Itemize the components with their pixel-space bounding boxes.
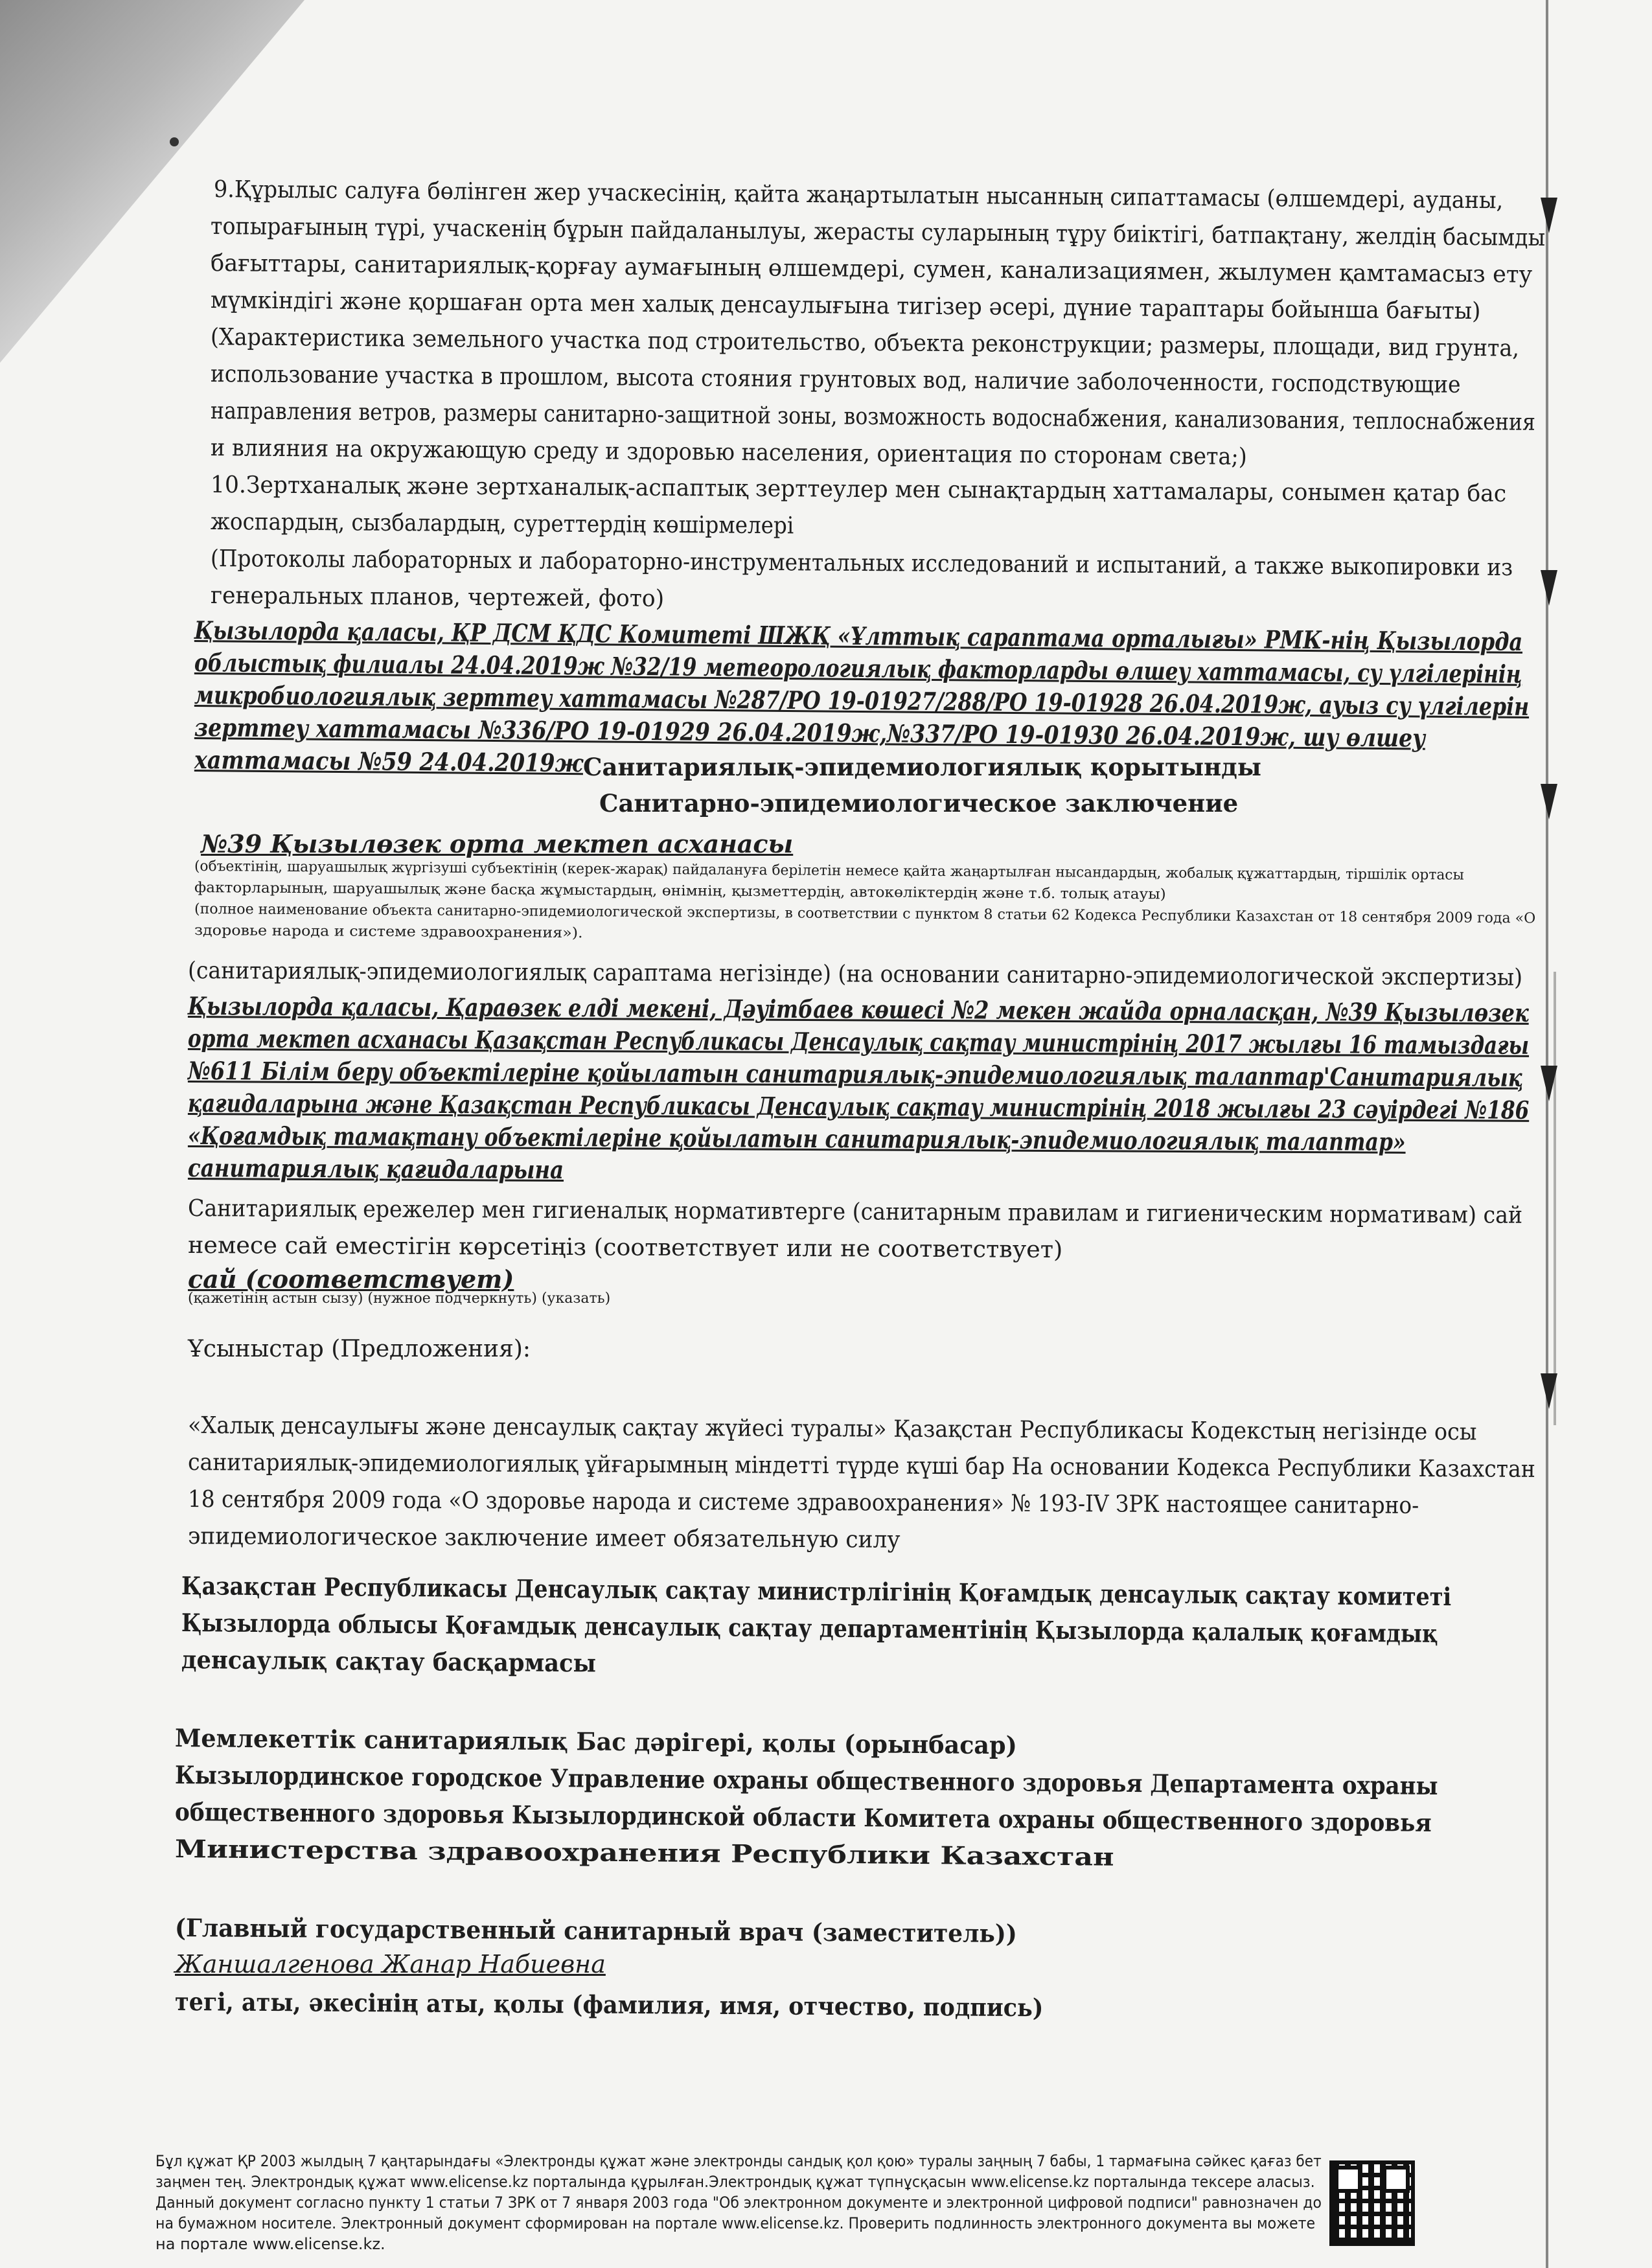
signature-label: тегі, аты, әкесінің аты, қолы (фамилия, имя, отчество, подпись) [174, 1987, 1044, 2022]
compliance-line: Санитариялық ережелер мен гигиеналық нормативтерге (санитарным правилам и гигиеническим нормативам) сай [187, 1195, 1523, 1229]
basis-filled-line: қағидаларына және Қазақстан Республикасы Денсаулық сақтау министрінің 2018 жылғы 23 сәуірдегі №186 [187, 1088, 1530, 1125]
doctor-name: Жаншалгенова Жанар Набиевна [175, 1950, 606, 1978]
basis-filled-line: «Қоғамдық тамақтану объектілеріне қойылатын санитариялық-эпидемиологиялық талаптар» [187, 1121, 1406, 1156]
scan-edge-line-2 [1554, 972, 1556, 1425]
authority-ru-line: Мемлекеттік санитариялық Бас дәрігері, қолы (орынбасар) [174, 1723, 1018, 1760]
object-note-line: (полное наименование объекта санитарно-эпидемиологической экспертизы, в соответствии с пунктом 8 статьи 62 Кодекса Республики Казахстан от 18 сентября 2009 года «О [194, 901, 1536, 927]
footer-line: Данный документ согласно пункту 1 статьи 7 ЗРК от 7 января 2003 года "Об электронном документе и электронной цифровой подписи" равнозначен до [155, 2194, 1322, 2212]
legal-line: «Халық денсаулығы және денсаулық сақтау жүйесі туралы» Қазақстан Республикасы Кодекстың негізінде осы [187, 1412, 1477, 1446]
section-10-line: генеральных планов, чертежей, фото) [210, 582, 665, 612]
section-9-line: (Характеристика земельного участка под строительство, объекта реконструкции; размеры, площади, вид грунта, [210, 324, 1520, 362]
section-9-line: использование участка в прошлом, высота стояния грунтовых вод, наличие заболоченности, господствующие [210, 361, 1461, 398]
section-10-line: (Протоколы лабораторных и лабораторно-инструментальных исследований и испытаний, а также выкопировки из [210, 545, 1513, 582]
compliance-value: сай (соответствует) [188, 1265, 514, 1294]
authority-kz-line: Қазақстан Республикасы Денсаулық сақтау министрлігінің Қоғамдық денсаулық сақтау комитеті [181, 1571, 1452, 1612]
basis-filled-line: Қызылорда қаласы, Қараөзек елді мекені, Дәуітбаев көшесі №2 мекен жайда орналасқан, №39 Қызылөзек [187, 991, 1529, 1027]
edge-arrow-mark [1541, 1066, 1557, 1101]
lab-protocols-filled-line: микробиологиялық зерттеу хаттамасы №287/РО 19-01927/288/РО 19-01928 26.04.2019ж, ауыз су үлгілерін [194, 680, 1530, 721]
edge-arrow-mark [1541, 570, 1557, 606]
authority-ru-line: Кызылординское городское Управление охраны общественного здоровья Департамента охраны [174, 1760, 1438, 1801]
scan-edge-line [1546, 0, 1548, 2268]
section-9-line: мүмкіндігі және қоршаған орта мен халық денсаулығына тигізер әсері, дүние тараптары бойынша бағыты) [210, 287, 1481, 325]
edge-arrow-mark [1541, 1373, 1557, 1409]
legal-line: 18 сентября 2009 года «О здоровье народа и системе здравоохранения» № 193-IV ЗРК настоящее санитарно- [187, 1486, 1419, 1519]
proposals-label: Ұсыныстар (Предложения): [188, 1336, 531, 1362]
qr-code [1329, 2160, 1415, 2246]
object-note-line: здоровье народа и системе здравоохранения»). [194, 922, 583, 942]
section-10-line: жоспардың, сызбалардың, суреттердің көшірмелері [210, 509, 794, 540]
basis-filled-line: санитариялық қағидаларына [187, 1153, 564, 1185]
doctor-title: (Главный государственный санитарный врач (заместитель)) [174, 1913, 1018, 1949]
compliance-line: немесе сай еместігін көрсетіңіз (соответствует или не соответствует) [187, 1232, 1063, 1264]
edge-arrow-mark [1541, 784, 1557, 819]
section-9-line: направления ветров, размеры санитарно-защитной зоны, возможность водоснабжения, канализования, теплоснабжения [210, 398, 1536, 436]
basis-filled-line: №611 Білім беру объектілеріне қойылатын санитариялық-эпидемиологиялық талаптар'Санитариялық [187, 1056, 1523, 1092]
authority-kz-line: Қызылорда облысы Қоғамдық денсаулық сақтау департаментінің Қызылорда қалалық қоғамдық [181, 1608, 1438, 1648]
compliance-note: (қажетінің астын сызу) (нужное подчеркнуть) (указать) [188, 1290, 611, 1307]
lab-protocols-filled-line: облыстық филиалы 24.04.2019ж №32/19 метеорологиялық факторларды өлшеу хаттамасы, су үлгілерінің [194, 648, 1523, 689]
lab-protocols-filled-line: Қызылорда қаласы, ҚР ДСМ ҚДС Комитеті ШЖҚ «Ұлттық сараптама орталығы» РМК-нің Қызылорда [194, 615, 1523, 656]
basis-filled-line: орта мектеп асханасы Қазақстан Республикасы Денсаулық сақтау министрінің 2017 жылғы 16 тамыздағы [187, 1024, 1530, 1060]
legal-line: санитариялық-эпидемиологиялық ұйғарымның міндетті түрде күші бар На основании Кодекса Республики Казахстан [187, 1449, 1535, 1483]
conclusion-title-ru: Санитарно-эпидемиологическое заключение [599, 789, 1239, 818]
conclusion-title-kz: Санитариялық-эпидемиологиялық қорытынды [583, 753, 1261, 781]
lab-protocols-filled-line: зерттеу хаттамасы №336/РО 19-01929 26.04.2019ж,№337/РО 19-01930 26.04.2019ж, шу өлшеу [194, 713, 1426, 753]
footer-line: заңмен тең. Электрондық құжат www.elicense.kz порталында құрылған.Электрондық құжат түпнұсқасын www.elicense.kz порталында тексере аласыз. [155, 2173, 1315, 2191]
object-note-line: факторларының, шаруашылық және басқа жұмыстардың, өнімнің, қызметтердің, автокөліктердің және т.б. толық атауы) [194, 880, 1166, 903]
authority-kz-line: денсаулық сақтау басқармасы [181, 1645, 597, 1678]
footer-line: на портале www.elicense.kz. [155, 2235, 385, 2253]
object-note-line: (объектінің, шаруашылық жүргізуші субъектінің (керек-жарақ) пайдалануға берілетін немесе қайта жаңартылған нысандардың, жобалық құжаттардың, тіршілік ортасы [194, 858, 1464, 884]
footer-line: Бұл құжат ҚР 2003 жылдың 7 қаңтарындағы «Электронды құжат және электронды сандық қол қою» туралы заңның 7 бабы, 1 тармағына сәйкес қағаз бет [155, 2152, 1322, 2170]
section-9-line: бағыттары, санитариялық-қорғау аумағының өлшемдері, сумен, канализациямен, жылумен қамтамасыз ету [210, 250, 1533, 288]
punch-hole-mark [170, 137, 179, 146]
section-9-line: 9.Құрылыс салуға бөлінген жер учаскесінің, қайта жаңартылатын нысанның сипаттамасы (өлшемдері, ауданы, [213, 176, 1504, 214]
authority-ru-line: общественного здоровья Кызылординской области Комитета охраны общественного здоровья [174, 1797, 1432, 1837]
basis-line: (санитариялық-эпидемиологиялық сараптама негізінде) (на основании санитарно-эпидемиологической экспертизы) [187, 957, 1523, 991]
section-10-line: 10.Зертханалық және зертханалық-аспаптық зерттеулер мен сынақтардың хаттамалары, сонымен қатар бас [210, 472, 1507, 507]
authority-ru-line: Министерства здравоохранения Республики Казахстан [174, 1834, 1114, 1872]
section-9-line: топырағының түрі, учаскенің бұрын пайдаланылуы, жерасты суларының тұру биіктігі, батпақтану, желдің басымды [210, 213, 1546, 251]
footer-line: на бумажном носителе. Электронный документ сформирован на портале www.elicense.kz. Проверить подлинность электронного документа вы можете [155, 2214, 1316, 2232]
object-name: №39 Қызылөзек орта мектеп асханасы [201, 829, 794, 858]
section-9-line: и влияния на окружающую среду и здоровью населения, ориентация по сторонам света;) [210, 435, 1247, 470]
legal-line: эпидемиологическое заключение имеет обязательную силу [187, 1523, 901, 1553]
lab-protocols-filled-line: хаттамасы №59 24.04.2019ж [194, 745, 584, 778]
